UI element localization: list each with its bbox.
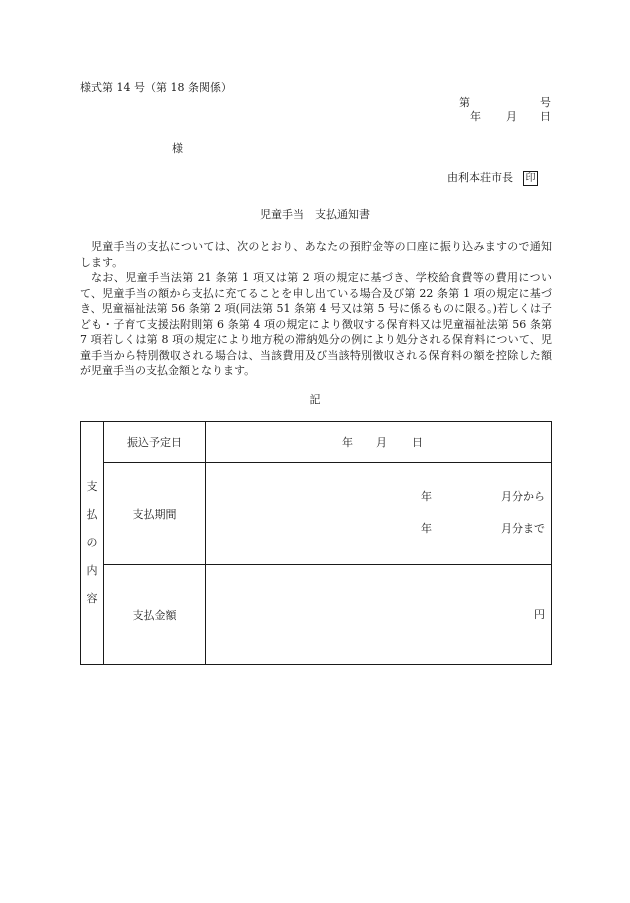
- amount-unit: 円: [534, 608, 545, 621]
- section-label-char: 払: [86, 508, 98, 521]
- period-value: [206, 463, 552, 565]
- period-label: 支払期間: [104, 463, 206, 565]
- doc-number-suffix: 号: [540, 96, 551, 109]
- section-label-char: の: [86, 536, 98, 549]
- period-from-month: 月分から: [501, 490, 545, 503]
- transfer-date-value: [206, 422, 552, 463]
- form-number: 様式第 14 号（第 18 条関係）: [80, 81, 232, 94]
- section-label-char: 内: [86, 564, 98, 577]
- section-label-char: 支: [86, 480, 98, 493]
- payment-details-table: [80, 421, 552, 665]
- table-row-amount: [81, 565, 552, 665]
- period-to-month: 月分まで: [501, 522, 545, 535]
- date-month: 月: [506, 110, 517, 123]
- period-from-year: 年: [421, 490, 432, 503]
- transfer-date-month: 月: [376, 436, 387, 449]
- section-label-cell: [81, 422, 104, 665]
- seal-mark: 印: [523, 171, 538, 186]
- issuer-name: 由利本荘市長: [447, 171, 513, 184]
- body-text: [80, 239, 552, 379]
- doc-number-prefix: 第: [459, 96, 470, 109]
- table-row-transfer-date: [81, 422, 552, 463]
- transfer-date-label: 振込予定日: [104, 422, 206, 463]
- transfer-date-year: 年: [342, 436, 353, 449]
- date-day: 日: [540, 110, 551, 123]
- table-row-period: [81, 463, 552, 565]
- body-paragraph-1: 児童手当の支払については、次のとおり、あなたの預貯金等の口座に振り込みますので通知します。: [80, 240, 552, 269]
- amount-label: 支払金額: [104, 565, 206, 665]
- amount-value: [206, 565, 552, 665]
- date-year: 年: [470, 110, 481, 123]
- section-label-char: 容: [86, 592, 98, 605]
- document-title: 児童手当 支払通知書: [260, 208, 370, 221]
- ki-heading: 記: [309, 393, 321, 406]
- transfer-date-day: 日: [412, 436, 423, 449]
- addressee-suffix: 様: [172, 142, 183, 155]
- body-paragraph-2: なお、児童手当法第 21 条第 1 項又は第 2 項の規定に基づき、学校給食費等の費用について、児童手当の額から支払に充てることを申し出ている場合及び第 22 条第 1 項の規定に基づき、児童福祉法第 56 条第 2 項(同法第 51 条第 4 号又は第 5 号に係るものに限る。)若しくは子ども・子育て支援法附則第 6 条第 4 項の規定により徴収する保育料又は児童福祉法第 56 条第 7 項若しくは第 8 項の規定により地方税の滞納処分の例により処分される保育料について、児童手当から特別徴収される場合は、当該費用及び当該特別徴収される保育料の額を控除した額が児童手当の支払金額となります。: [80, 271, 552, 377]
- issuer: [447, 171, 538, 186]
- period-to-year: 年: [421, 522, 432, 535]
